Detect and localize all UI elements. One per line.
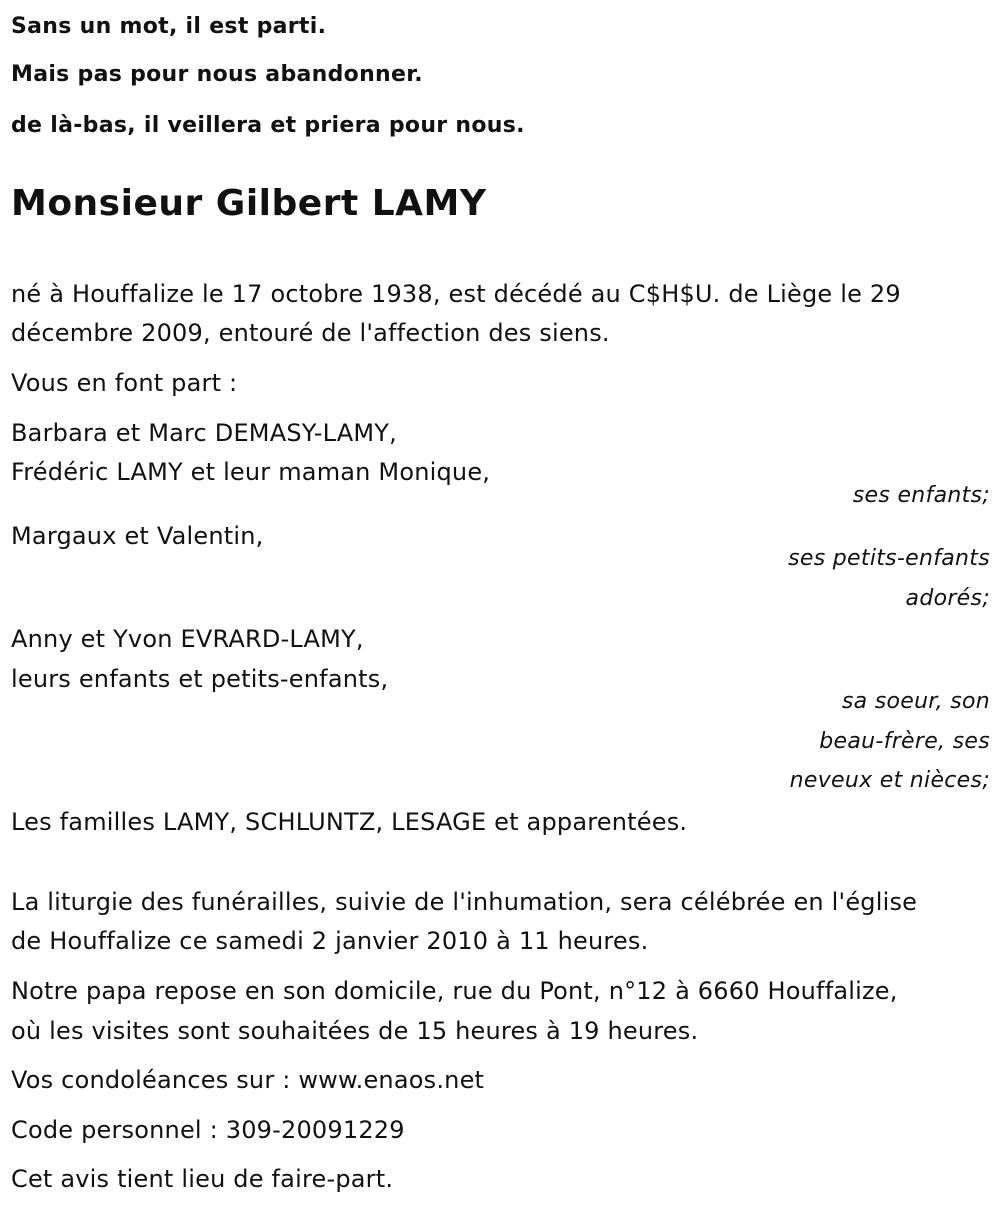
visitation-line-2: où les visites sont souhaitées de 15 heures à 19 heures. xyxy=(11,1017,699,1045)
verse-line-2: Mais pas pour nous abandonner. xyxy=(11,62,423,87)
funeral-line-2: de Houffalize ce samedi 2 janvier 2010 à 11 heures. xyxy=(11,927,649,955)
sister-role-line-2: beau-frère, ses xyxy=(819,729,990,754)
deceased-name: Monsieur Gilbert LAMY xyxy=(11,183,487,224)
condolences-line: Vos condoléances sur : www.enaos.net xyxy=(11,1066,485,1094)
children-line-1: Barbara et Marc DEMASY-LAMY, xyxy=(11,419,397,447)
verse-line-3: de là-bas, il veillera et priera pour nous. xyxy=(11,113,525,138)
families-line: Les familles LAMY, SCHLUNTZ, LESAGE et apparentées. xyxy=(11,808,688,836)
grandchildren-line: Margaux et Valentin, xyxy=(11,522,264,550)
sister-role-line-3: neveux et nièces; xyxy=(789,768,990,793)
sister-line-2: leurs enfants et petits-enfants, xyxy=(11,665,389,693)
grandchildren-role-line-1: ses petits-enfants xyxy=(788,546,990,571)
sister-line-1: Anny et Yvon EVRARD-LAMY, xyxy=(11,625,364,653)
children-line-2: Frédéric LAMY et leur maman Monique, xyxy=(11,458,491,486)
personal-code: Code personnel : 309-20091229 xyxy=(11,1116,405,1144)
funeral-line-1: La liturgie des funérailles, suivie de l'inhumation, sera célébrée en l'église xyxy=(11,888,918,916)
announcement-line-1: né à Houffalize le 17 octobre 1938, est décédé au C$H$U. de Liège le 29 xyxy=(11,280,901,308)
announcement-line-2: décembre 2009, entouré de l'affection des siens. xyxy=(11,319,610,347)
sister-role-line-1: sa soeur, son xyxy=(841,689,990,714)
intro-text: Vous en font part : xyxy=(11,369,238,397)
verse-line-1: Sans un mot, il est parti. xyxy=(11,14,327,39)
grandchildren-role-line-2: adorés; xyxy=(905,586,990,611)
closing-line: Cet avis tient lieu de faire-part. xyxy=(11,1165,394,1193)
children-role: ses enfants; xyxy=(852,483,990,508)
visitation-line-1: Notre papa repose en son domicile, rue du Pont, n°12 à 6660 Houffalize, xyxy=(11,977,898,1005)
